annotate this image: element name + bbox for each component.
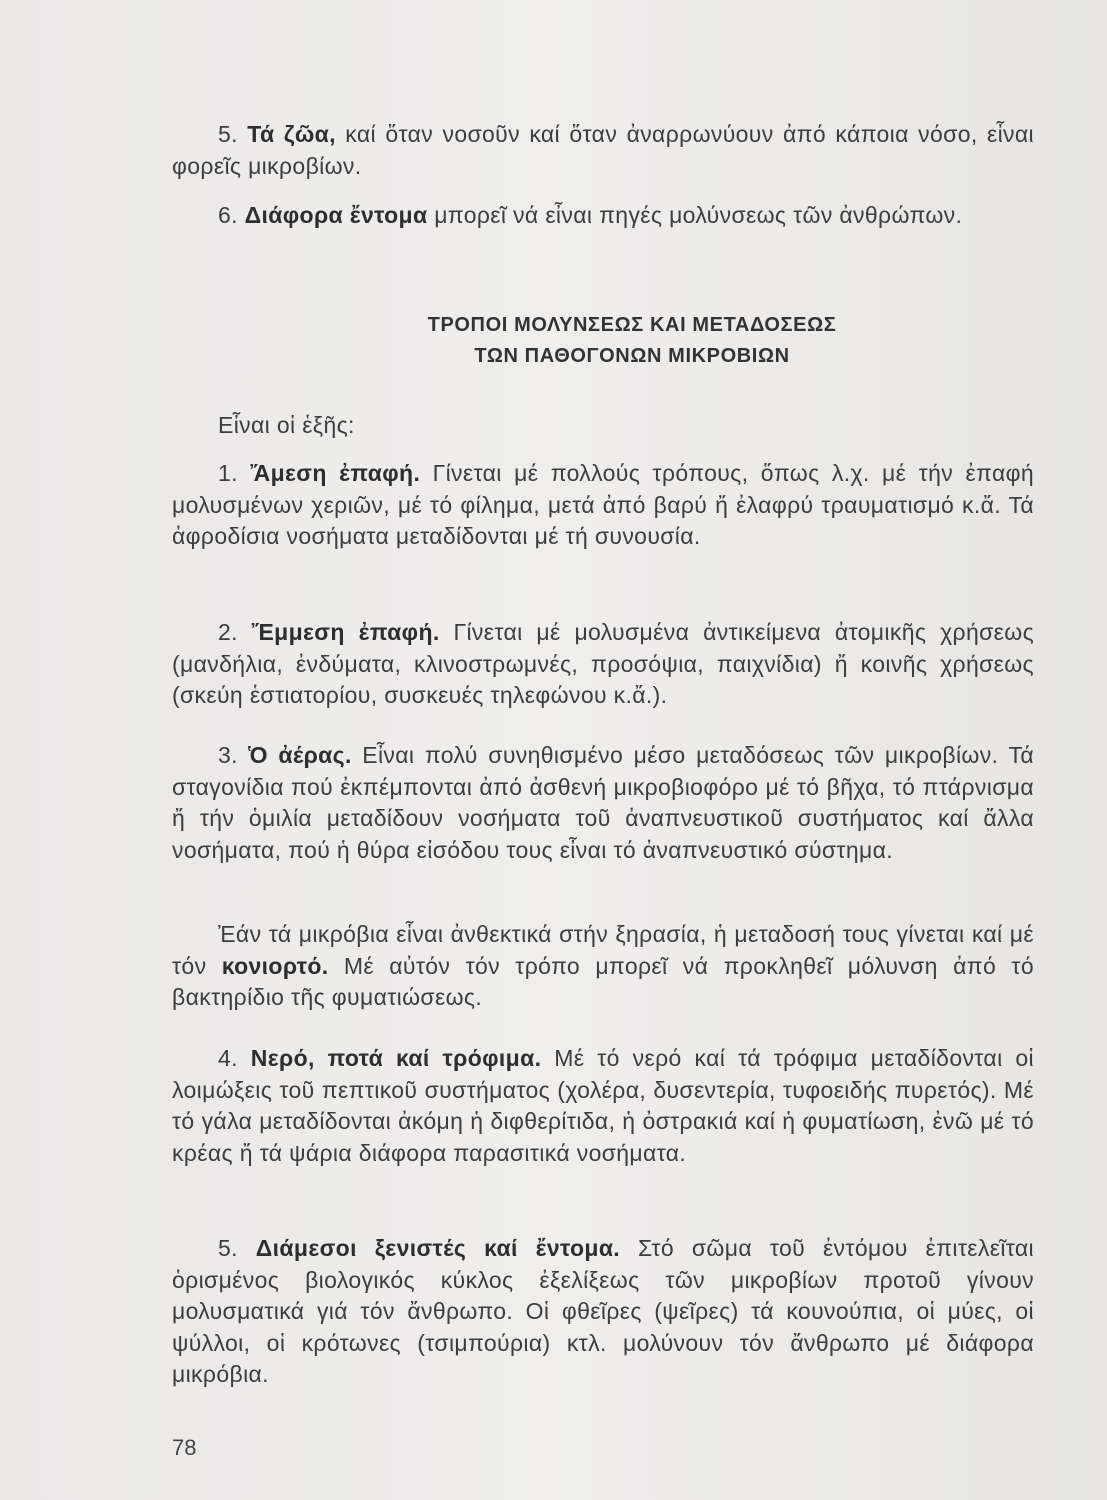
item-text: Εἶναι πολύ συνηθισμένο μέσο μεταδόσεως τῶν μικροβίων. Τά σταγονίδια πού ἐκπέμπονται ἀπό ἀσθενή μικροβιοφόρο μέ τό βῆχα, τό πτάρνισμα ἤ τήν ὁμιλία μεταδίδουν νοσήματα τοῦ ἀναπνευστικοῦ συστήματος καί ἄλλα νοσήματα, πού ἡ θύρα εἰσόδου τους εἶναι τό ἀναπνευστικό σύστημα. (172, 742, 1034, 863)
item-inline-term: κονιορτό. (221, 952, 329, 979)
intro-paragraph-6 (172, 200, 1034, 232)
item-text: Μέ αὐτόν τόν τρόπο μπορεῖ νά προκληθεῖ μόλυνση ἀπό τό βακτηρίδιο τῆς φυματιώσεως. (172, 952, 1034, 1010)
mode-paragraph-4 (172, 1043, 1034, 1169)
item-text: Στό σῶμα τοῦ ἐντόμου ἐπιτελεῖται ὁρισμένος βιολογικός κύκλος ἐξελίξεως τῶν μικροβίων προτοῦ γίνουν μολυσματικά γιά τόν ἄνθρωπο. Οἱ φθεῖρες (ψεῖρες) τά κουνούπια, οἱ μύες, οἱ ψύλλοι, οἱ κρότωνες (τσιμπούρια) κτλ. μολύνουν τόν ἄνθρωπο μέ διάφορα μικρόβια. (172, 1235, 1034, 1387)
section-lead: Εἶναι οἱ ἑξῆς: (218, 412, 355, 438)
section-heading-line-1: ΤΡΟΠΟΙ ΜΟΛΥΝΣΕΩΣ ΚΑΙ ΜΕΤΑΔΟΣΕΩΣ (427, 314, 837, 336)
intro-paragraph-5 (172, 119, 1034, 182)
item-pre: Ἐάν τά μικρόβια εἶναι ἀνθεκτικά στήν ξηρασία, ἡ μεταδοσή τους γίνεται καί μέ τόν (172, 921, 1034, 979)
item-term: Διάμεσοι ξενιστές καί ἔντομα. (255, 1235, 621, 1261)
item-text: Γίνεται μέ πολλούς τρόπους, ὅπως λ.χ. μέ τήν ἐπαφή μολυσμένων χεριῶν, μέ τό φίλημα, μετά ἀπό βαρύ ἤ ἐλαφρύ τραυματισμό κ.ἄ. Τά ἀφροδίσια νοσήματα μεταδίδονται μέ τή συνουσία. (172, 460, 1034, 549)
section-heading-line-2: ΤΩΝ ΠΑΘΟΓΟΝΩΝ ΜΙΚΡΟΒΙΩΝ (474, 345, 790, 367)
item-term: Διάφορα ἔντομα (244, 202, 428, 228)
item-term: Τά ζῶα, (247, 121, 336, 147)
item-term: Ὁ ἀέρας. (248, 742, 352, 768)
item-text: μπορεῖ νά εἶναι πηγές μολύνσεως τῶν ἀνθρώπων. (427, 202, 963, 228)
item-term: Νερό, ποτά καί τρόφιμα. (250, 1045, 542, 1071)
item-term: Ἄμεση ἐπαφή. (250, 460, 421, 486)
item-number: 1. (218, 460, 238, 486)
item-number: 6. (218, 202, 238, 228)
mode-paragraph-3-dust (172, 919, 1034, 1014)
item-number: 5. (218, 1235, 238, 1261)
item-number: 5. (218, 121, 238, 147)
mode-paragraph-5 (172, 1233, 1034, 1391)
page-number: 78 (172, 1435, 197, 1460)
mode-paragraph-2 (172, 617, 1034, 712)
item-text: Μέ τό νερό καί τά τρόφιμα μεταδίδονται οἱ λοιμώξεις τοῦ πεπτικοῦ συστήματος (χολέρα, δυσεντερία, τυφοειδής πυρετός). Μέ τό γάλα μεταδίδονται ἀκόμη ἡ διφθερίτιδα, ἡ ὀστρακιά καί ἡ φυματίωση, ἐνῶ μέ τό κρέας ἤ τά ψάρια διάφορα παρασιτικά νοσήματα. (172, 1045, 1035, 1166)
item-number: 3. (218, 742, 238, 768)
item-term: Ἔμμεση ἐπαφή. (251, 619, 440, 645)
item-number: 2. (218, 619, 238, 645)
mode-paragraph-1 (172, 458, 1034, 553)
mode-paragraph-3 (172, 740, 1034, 866)
item-text: Γίνεται μέ μολυσμένα ἀντικείμενα ἀτομικῆς χρήσεως (μανδήλια, ἐνδύματα, κλινοστρωμνές, προσόψια, παιχνίδια) ἤ κοινῆς χρήσεως (σκεύη ἑστιατορίου, συσκευές τηλεφώνου κ.ἄ.). (172, 619, 1035, 708)
item-number: 4. (218, 1045, 238, 1071)
item-text: καί ὅταν νοσοῦν καί ὅταν ἀναρρωνύουν ἀπό κάποια νόσο, εἶναι φορεῖς μικροβίων. (172, 121, 1034, 179)
